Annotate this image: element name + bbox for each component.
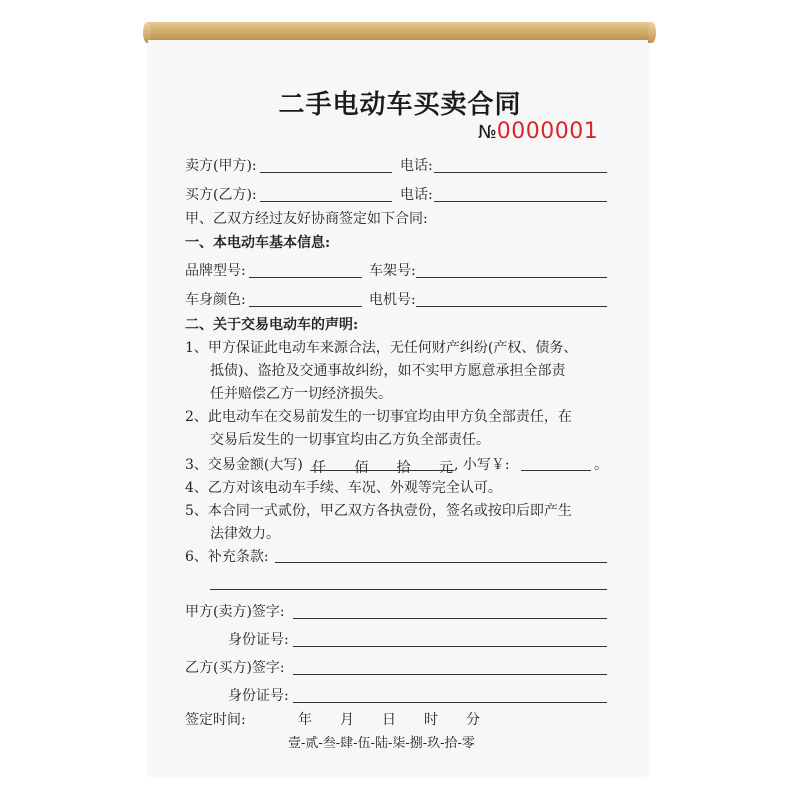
serial-digits: 0000001 <box>496 119 599 144</box>
clause2-line2: 交易后发生的一切事宜均由乙方负全部责任。 <box>210 432 490 448</box>
seller-phone-line[interactable] <box>434 172 607 173</box>
intro-text: 甲、乙双方经过友好协商签定如下合同: <box>185 211 428 227</box>
seller-label: 卖方(甲方): <box>185 158 257 174</box>
clause2-line1: 2、此电动车在交易前发生的一切事宜均由甲方负全部责任，在 <box>185 409 572 425</box>
motor-label: 电机号: <box>369 292 416 308</box>
clause5-line2: 法律效力。 <box>210 526 280 542</box>
amount-words-line[interactable] <box>310 470 454 471</box>
unit-day: 日 <box>382 712 396 728</box>
buyer-phone-label: 电话: <box>400 187 433 203</box>
color-label: 车身颜色: <box>185 292 246 308</box>
unit-thousand: 仟 <box>312 460 326 476</box>
clause3-end: 。 <box>594 457 608 473</box>
sign-time-label: 签定时间: <box>185 712 246 728</box>
supplement-line-2[interactable] <box>210 589 607 590</box>
serial-prefix: № <box>478 122 497 143</box>
seller-sign-label: 甲方(卖方)签字: <box>185 604 285 620</box>
unit-hundred: 佰 <box>354 460 369 476</box>
clause1-line2: 抵债)、盗抢及交通事故纠纷，如不实甲方愿意承担全部责 <box>210 363 566 379</box>
buyer-id-label: 身份证号: <box>228 688 289 704</box>
seller-id-label: 身份证号: <box>228 632 289 648</box>
section1-heading: 一、本电动车基本信息: <box>185 235 331 251</box>
unit-year: 年 <box>298 712 312 728</box>
seller-phone-label: 电话: <box>400 158 433 174</box>
supplement-line-1[interactable] <box>275 562 607 563</box>
amount-words-units <box>310 458 455 478</box>
color-line[interactable] <box>249 306 362 307</box>
serial-number <box>478 119 598 144</box>
motor-line[interactable] <box>416 306 607 307</box>
clause1-line1: 1、甲方保证此电动车来源合法，无任何财产纠纷(产权、债务、 <box>185 340 578 356</box>
seller-id-line[interactable] <box>293 646 607 647</box>
clause5-line1: 5、本合同一式贰份，甲乙双方各执壹份，签名或按印后即产生 <box>185 503 572 519</box>
buyer-phone-line[interactable] <box>434 201 607 202</box>
brand-line[interactable] <box>249 277 362 278</box>
frame-label: 车架号: <box>369 263 416 279</box>
buyer-sign-line[interactable] <box>293 674 607 675</box>
buyer-id-line[interactable] <box>293 702 607 703</box>
brand-label: 品牌型号: <box>185 263 246 279</box>
clause3-small-label: , 小写￥: <box>454 457 510 473</box>
clause6-label: 6、补充条款: <box>185 549 269 565</box>
section2-heading: 二、关于交易电动车的声明: <box>185 317 359 333</box>
contract-title: 二手电动车买卖合同 <box>278 90 522 120</box>
unit-yuan: 元 <box>438 460 453 476</box>
unit-hour: 时 <box>424 712 438 728</box>
buyer-label: 买方(乙方): <box>185 187 257 203</box>
unit-minute: 分 <box>466 712 480 728</box>
seller-name-line[interactable] <box>260 172 392 173</box>
seller-sign-line[interactable] <box>293 618 607 619</box>
amount-number-line[interactable] <box>521 470 591 471</box>
clause4: 4、乙方对该电动车手续、车况、外观等完全认可。 <box>185 480 502 496</box>
clause3-prefix: 3、交易金额(大写) <box>185 457 303 473</box>
unit-month: 月 <box>340 712 354 728</box>
buyer-name-line[interactable] <box>260 201 392 202</box>
clause1-line3: 任并赔偿乙方一切经济损失。 <box>210 386 392 402</box>
numerals-reference: 壹-贰-叁-肆-伍-陆-柒-捌-玖-拾-零 <box>288 736 475 751</box>
frame-line[interactable] <box>416 277 607 278</box>
unit-ten: 拾 <box>396 460 411 476</box>
buyer-sign-label: 乙方(买方)签字: <box>185 660 285 676</box>
